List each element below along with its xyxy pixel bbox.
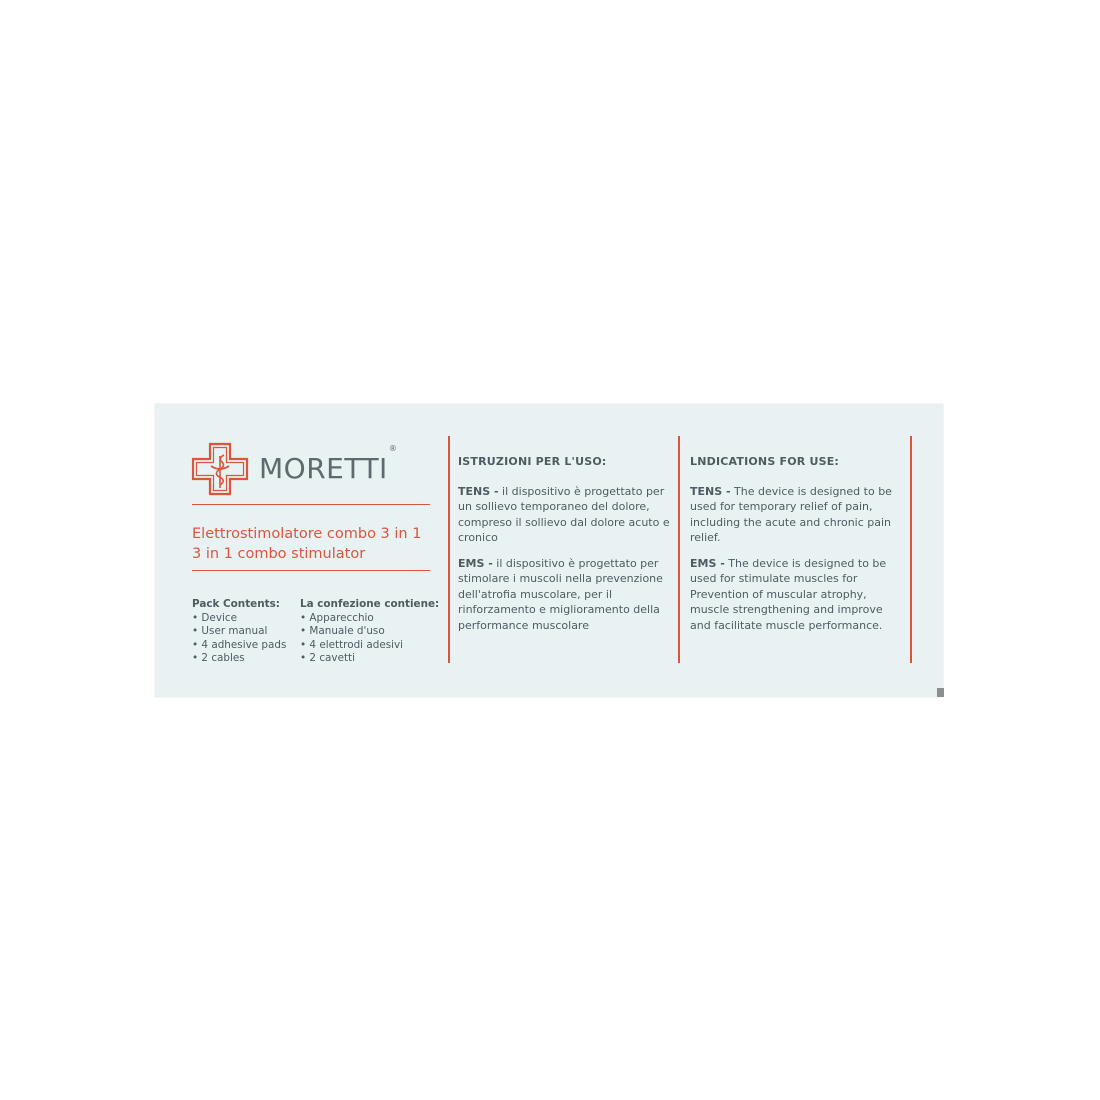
instructions-it-title: ISTRUZIONI PER L'USO: bbox=[458, 455, 607, 468]
tens-paragraph-en bbox=[690, 484, 904, 546]
instructions-en bbox=[690, 454, 904, 643]
brand-name: MORETTI® bbox=[259, 444, 398, 485]
pack-contents-en bbox=[192, 598, 286, 666]
ems-text: The device is designed to be used for stimulate muscles for Prevention of muscular atrophy, muscle strengthening and improve and facilitate muscle performance. bbox=[690, 556, 887, 632]
list-item: • Apparecchio bbox=[300, 611, 374, 624]
pack-contents-en-heading: Pack Contents: bbox=[192, 598, 280, 610]
divider-bottom bbox=[192, 570, 430, 571]
pack-contents-it-heading: La confezione contiene: bbox=[300, 598, 440, 610]
column-divider-3 bbox=[910, 436, 912, 663]
tens-paragraph-it bbox=[458, 484, 676, 546]
ems-label: EMS - bbox=[458, 556, 493, 570]
list-item: • Manuale d'uso bbox=[300, 625, 385, 637]
ems-text: il dispositivo è progettato per stimolare i muscoli nella prevenzione dell'atrofia muscolare, per il rinforzamento e miglioramento della performance muscolare bbox=[458, 556, 663, 632]
divider-top bbox=[192, 504, 430, 505]
tens-label: TENS - bbox=[458, 484, 499, 498]
instructions-it bbox=[458, 454, 676, 643]
tens-text: il dispositivo è progettato per un sollievo temporaneo del dolore, compreso il sollievo dal dolore acuto e cronico bbox=[458, 484, 670, 544]
list-item: • Device bbox=[192, 611, 237, 624]
product-name-it: Elettrostimolatore combo 3 in 1 bbox=[192, 526, 422, 542]
registered-mark: ® bbox=[388, 444, 398, 453]
ems-label: EMS - bbox=[690, 556, 725, 570]
box-edge-shadow bbox=[937, 688, 944, 697]
list-item: • 2 cables bbox=[192, 652, 245, 664]
instructions-en-title: LNDICATIONS FOR USE: bbox=[690, 455, 840, 468]
pharmacy-cross-icon bbox=[191, 442, 249, 496]
brand-logo bbox=[191, 442, 397, 496]
column-divider-1 bbox=[448, 436, 450, 663]
column-divider-2 bbox=[678, 436, 680, 663]
pack-contents-it bbox=[300, 598, 439, 666]
tens-label: TENS - bbox=[690, 484, 731, 498]
product-name-en: 3 in 1 combo stimulator bbox=[192, 546, 366, 562]
tens-text: The device is designed to be used for temporary relief of pain, including the acute and chronic pain relief. bbox=[690, 484, 892, 544]
list-item: • User manual bbox=[192, 625, 268, 637]
product-box-panel bbox=[155, 404, 943, 697]
ems-paragraph-en bbox=[690, 556, 904, 634]
list-item: • 2 cavetti bbox=[300, 652, 356, 664]
ems-paragraph-it bbox=[458, 556, 676, 634]
list-item: • 4 elettrodi adesivi bbox=[300, 638, 404, 651]
list-item: • 4 adhesive pads bbox=[192, 638, 287, 651]
